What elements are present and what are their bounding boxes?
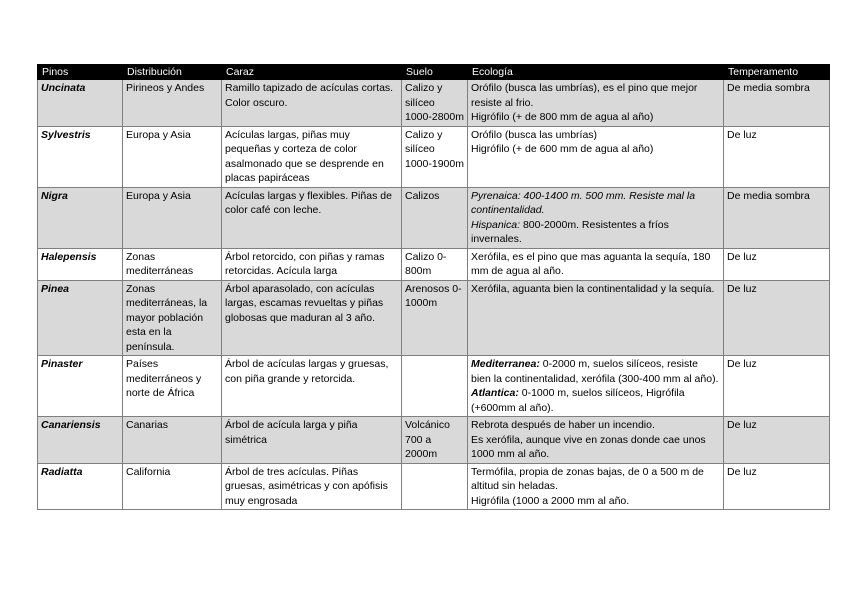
pinos-table <box>37 64 830 510</box>
distribucion-cell: Europa y Asia <box>123 187 222 248</box>
distribucion-cell: Pirineos y Andes <box>123 80 222 127</box>
pino-name: Uncinata <box>38 80 123 127</box>
caracter-cell: Árbol de acículas largas y gruesas, con piña grande y retorcida. <box>222 356 402 417</box>
header-distribucion: Distribución <box>123 65 222 80</box>
ecologia-pyrenaica: Pyrenaica: 400-1400 m. 500 mm. Resiste mal la continentalidad. <box>471 189 696 216</box>
ecologia-cell <box>468 280 724 356</box>
header-pinos: Pinos <box>38 65 123 80</box>
header-ecologia: Ecología <box>468 65 724 80</box>
ecologia-line: Higrófila (1000 a 2000 mm al año. <box>471 494 630 507</box>
ecologia-cell <box>468 356 724 417</box>
temperamento-cell: De media sombra <box>724 80 830 127</box>
temperamento-cell: De luz <box>724 463 830 510</box>
caracter-cell: Árbol aparasolado, con acículas largas, escamas revueltas y piñas globosas que maduran al 3 año. <box>222 280 402 356</box>
distribucion-cell: California <box>123 463 222 510</box>
temperamento-cell: De media sombra <box>724 187 830 248</box>
temperamento-cell: De luz <box>724 126 830 187</box>
mediterranea-text: 0-2000 m, suelos silíceos, resiste bien la continentalidad, xerófila (300-400 mm al año). <box>471 358 719 385</box>
header-caracter: Caraz <box>222 65 402 80</box>
ecologia-line: Es xerófila, aunque vive en zonas donde cae unos 1000 mm al año. <box>471 433 706 460</box>
caracter-cell: Acículas largas, piñas muy pequeñas y corteza de color asalmonado que se desprende en placas papiráceas <box>222 126 402 187</box>
ecologia-cell <box>468 463 724 510</box>
suelo-cell: Arenosos 0-1000m <box>402 280 468 356</box>
distribucion-cell: Europa y Asia <box>123 126 222 187</box>
ecologia-cell <box>468 187 724 248</box>
ecologia-line: Xerófila, aguanta bien la continentalidad y la sequía. <box>471 282 715 295</box>
ecologia-line: Orófilo (busca las umbrías), es el pino que mejor resiste al frio. <box>471 82 698 109</box>
table-row <box>38 248 830 280</box>
table-row <box>38 417 830 464</box>
table-header <box>38 65 830 80</box>
pino-name: Pinea <box>38 280 123 356</box>
temperamento-cell: De luz <box>724 248 830 280</box>
distribucion-cell: Países mediterráneos y norte de África <box>123 356 222 417</box>
table-row <box>38 280 830 356</box>
distribucion-cell: Zonas mediterráneas <box>123 248 222 280</box>
pino-name: Nigra <box>38 187 123 248</box>
ecologia-cell <box>468 80 724 127</box>
suelo-cell: Volcánico 700 a 2000m <box>402 417 468 464</box>
hispanica-label: Hispanica: <box>471 218 521 231</box>
table-row <box>38 187 830 248</box>
ecologia-hispanica <box>471 218 720 247</box>
pino-name: Halepensis <box>38 248 123 280</box>
caracter-cell: Árbol de acícula larga y piña simétrica <box>222 417 402 464</box>
temperamento-cell: De luz <box>724 280 830 356</box>
distribucion-cell: Zonas mediterráneas, la mayor población esta en la península. <box>123 280 222 356</box>
table-row <box>38 80 830 127</box>
atlantica-label: Atlantica: <box>471 387 519 399</box>
suelo-cell: Calizo y silíceo 1000-2800m <box>402 80 468 127</box>
header-suelo: Suelo <box>402 65 468 80</box>
suelo-cell <box>402 463 468 510</box>
ecologia-cell <box>468 126 724 187</box>
hispanica-text: 800-2000m. Resistentes a fríos invernales. <box>471 218 669 245</box>
ecologia-line: Rebrota después de haber un incendio. <box>471 419 655 431</box>
pino-name: Pinaster <box>38 356 123 417</box>
caracter-cell: Ramillo tapizado de acículas cortas. Color oscuro. <box>222 80 402 127</box>
table-row <box>38 126 830 187</box>
pino-name: Canariensis <box>38 417 123 464</box>
caracter-cell: Árbol de tres acículas. Piñas gruesas, asimétricas y con apófisis muy engrosada <box>222 463 402 510</box>
caracter-cell: Árbol retorcido, con piñas y ramas retorcidas. Acícula larga <box>222 248 402 280</box>
ecologia-line: Higrófilo (+ de 800 mm de agua al año) <box>471 111 654 123</box>
suelo-cell: Calizo 0-800m <box>402 248 468 280</box>
ecologia-line: Orófilo (busca las umbrías) <box>471 128 598 141</box>
suelo-cell: Calizos <box>402 187 468 248</box>
temperamento-cell: De luz <box>724 356 830 417</box>
pino-name: Radiatta <box>38 463 123 510</box>
caracter-cell: Acículas largas y flexibles. Piñas de color café con leche. <box>222 187 402 248</box>
distribucion-cell: Canarias <box>123 417 222 464</box>
ecologia-cell <box>468 248 724 280</box>
ecologia-cell <box>468 417 724 464</box>
ecologia-mediterranea <box>471 357 720 386</box>
table-row <box>38 463 830 510</box>
suelo-cell <box>402 356 468 417</box>
temperamento-cell: De luz <box>724 417 830 464</box>
atlantica-text: 0-1000 m, suelos silíceos, Higrófila (+600mm al año). <box>471 387 685 414</box>
ecologia-line: Xerófila, es el pino que mas aguanta la sequía, 180 mm de agua al año. <box>471 250 711 277</box>
ecologia-line: Higrófilo (+ de 600 mm de agua al año) <box>471 143 654 155</box>
mediterranea-label: Mediterranea: <box>471 358 540 370</box>
table-row <box>38 356 830 417</box>
pino-name: Sylvestris <box>38 126 123 187</box>
suelo-cell: Calizo y silíceo 1000-1900m <box>402 126 468 187</box>
header-temperamento: Temperamento <box>724 65 830 80</box>
ecologia-atlantica <box>471 386 720 415</box>
ecologia-line: Termófila, propia de zonas bajas, de 0 a 500 m de altitud sin heladas. <box>471 465 704 492</box>
